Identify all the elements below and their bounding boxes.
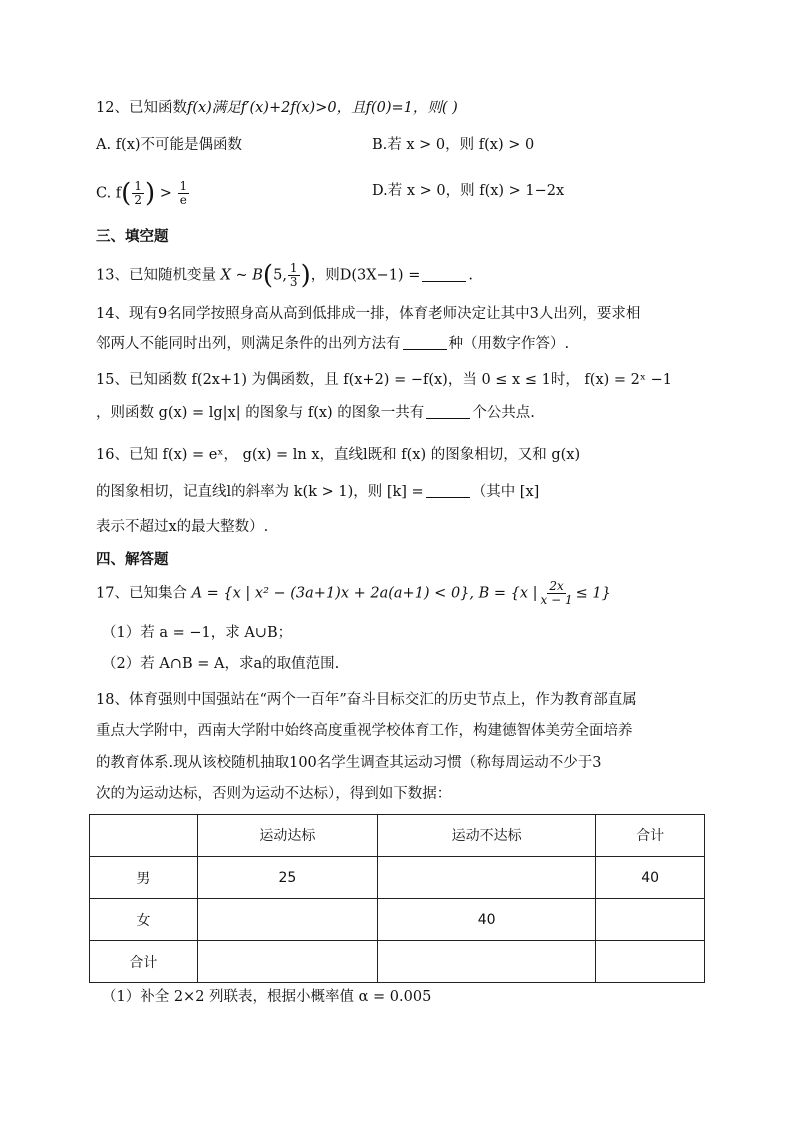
q12-option-c-relation: > bbox=[159, 185, 172, 202]
q15-line2-a: ，则函数 g(x) = lg|x| 的图象与 f(x) 的图象一共有 bbox=[96, 405, 425, 421]
table-cell: 40 bbox=[596, 857, 705, 899]
q16-line1: 16、已知 f(x) = eˣ， g(x) = ln x，直线l既和 f(x) 的图象相切，又和 g(x) bbox=[96, 447, 581, 463]
q18-part1: （1）补全 2×2 列联表，根据小概率值 α = 0.005 bbox=[102, 989, 432, 1005]
q14-line2-a: 邻两人不能同时出列，则满足条件的出列方法有 bbox=[96, 336, 401, 352]
table-cell bbox=[197, 899, 377, 941]
q18-line2: 重点大学附中，西南大学附中始终高度重视学校体育工作，构建德智体美劳全面培养 bbox=[96, 723, 633, 739]
q12-stem-prefix: 12、已知函数 bbox=[96, 100, 187, 116]
table-cell: 男 bbox=[90, 857, 198, 899]
q12-option-c-fraction: $\frac{1}{2}$ bbox=[134, 179, 142, 207]
q18-line3: 的教育体系.现从该校随机抽取100名学生调查其运动习惯（称每周运动不少于3 bbox=[96, 755, 602, 771]
q13-answer-blank[interactable] bbox=[422, 267, 466, 282]
table-row bbox=[90, 899, 705, 941]
q13-suffix: ，则D(3X−1) = bbox=[310, 267, 421, 284]
table-cell bbox=[596, 941, 705, 983]
q12-option-a: A. f(x)不可能是偶函数 bbox=[96, 137, 243, 153]
table-cell bbox=[197, 941, 377, 983]
table-row bbox=[90, 941, 705, 983]
q13: 13、已知随机变量 X ~ B(5, $\frac{1}{3}$ )，则D(3X−1) = . bbox=[96, 260, 473, 291]
table-header-row bbox=[90, 815, 705, 857]
table-header-cell: 运动不达标 bbox=[378, 815, 596, 857]
table-cell: 合计 bbox=[90, 941, 198, 983]
table-cell: 女 bbox=[90, 899, 198, 941]
q12-option-c-rhs-fraction: $\frac{1}{e}$ bbox=[179, 179, 188, 207]
q16-line2-b: （其中 [x] bbox=[471, 484, 540, 500]
q13-p-fraction: $\frac{1}{3}$ bbox=[289, 261, 298, 289]
section-solutions-heading: 四、解答题 bbox=[96, 551, 169, 568]
q18-line1: 18、体育强则中国强站在“两个一百年”奋斗目标交汇的历史节点上，作为教育部直属 bbox=[96, 692, 637, 708]
q12-option-d: D.若 x > 0，则 f(x) > 1−2x bbox=[372, 183, 565, 199]
q13-prefix: 13、已知随机变量 bbox=[96, 267, 216, 284]
q13-var: X ~ B bbox=[220, 267, 263, 284]
q14-answer-blank[interactable] bbox=[403, 335, 447, 350]
table-header-cell: 合计 bbox=[596, 815, 705, 857]
q12-option-c-prefix: C. f bbox=[96, 185, 122, 202]
q15-line2-b: 个公共点. bbox=[472, 405, 535, 421]
table-cell bbox=[596, 899, 705, 941]
q17-set-b-end: ≤ 1} bbox=[575, 585, 611, 602]
q18-line4: 次的为运动达标，否则为运动不达标），得到如下数据： bbox=[96, 786, 452, 802]
table-cell: 25 bbox=[197, 857, 377, 899]
q13-end: . bbox=[468, 267, 473, 284]
table-header-cell: 运动达标 bbox=[197, 815, 377, 857]
q15-line1: 15、已知函数 f(2x+1) 为偶函数，且 f(x+2) = −f(x)，当 0 ≤ x ≤ 1时， f(x) = 2ˣ −1 bbox=[96, 372, 673, 388]
q12-stem bbox=[96, 97, 458, 119]
table-row bbox=[90, 857, 705, 899]
q12-option-c: C. f( $\frac{1}{2}$ ) > $\frac{1}{e}$ bbox=[96, 178, 188, 209]
q12-option-b: B.若 x > 0，则 f(x) > 0 bbox=[372, 137, 535, 153]
q12-stem-condition: f(x)满足f′(x)+2f(x)>0，且f(0)=1，则( ) bbox=[186, 100, 458, 116]
section-fill-in-heading: 三、填空题 bbox=[96, 228, 169, 245]
q17-prefix: 17、已知集合 bbox=[96, 585, 187, 602]
table-header-cell bbox=[90, 815, 198, 857]
q17-part1: （1）若 a = −1，求 A∪B； bbox=[102, 625, 293, 641]
q16-line3: 表示不超过x的最大整数）. bbox=[96, 519, 269, 535]
q14-line1: 14、现有9名同学按照身高从高到低排成一排，体育老师决定让其中3人出列，要求相 bbox=[96, 306, 641, 322]
q16-line2 bbox=[96, 481, 539, 503]
q16-line2-a: 的图象相切，记直线l的斜率为 k(k > 1)，则 [k] = bbox=[96, 484, 424, 500]
q17-set-a: A = {x | x² − (3a+1)x + 2a(a+1) < 0}, B = {x | bbox=[191, 585, 538, 602]
q17-part2: （2）若 A∩B = A，求a的取值范围. bbox=[102, 656, 340, 672]
q17-fraction: $\frac{2x}{x - 1}$ bbox=[540, 579, 573, 607]
q15-line2 bbox=[96, 402, 535, 424]
q17-stem bbox=[96, 580, 611, 607]
contingency-table bbox=[89, 814, 705, 983]
q14-line2 bbox=[96, 333, 569, 355]
table-cell: 40 bbox=[378, 899, 596, 941]
table-cell bbox=[378, 857, 596, 899]
q13-n: 5 bbox=[273, 267, 283, 284]
q15-answer-blank[interactable] bbox=[426, 404, 470, 419]
q14-line2-b: 种（用数字作答）. bbox=[448, 336, 570, 352]
q16-answer-blank[interactable] bbox=[426, 483, 470, 498]
table-cell bbox=[378, 941, 596, 983]
